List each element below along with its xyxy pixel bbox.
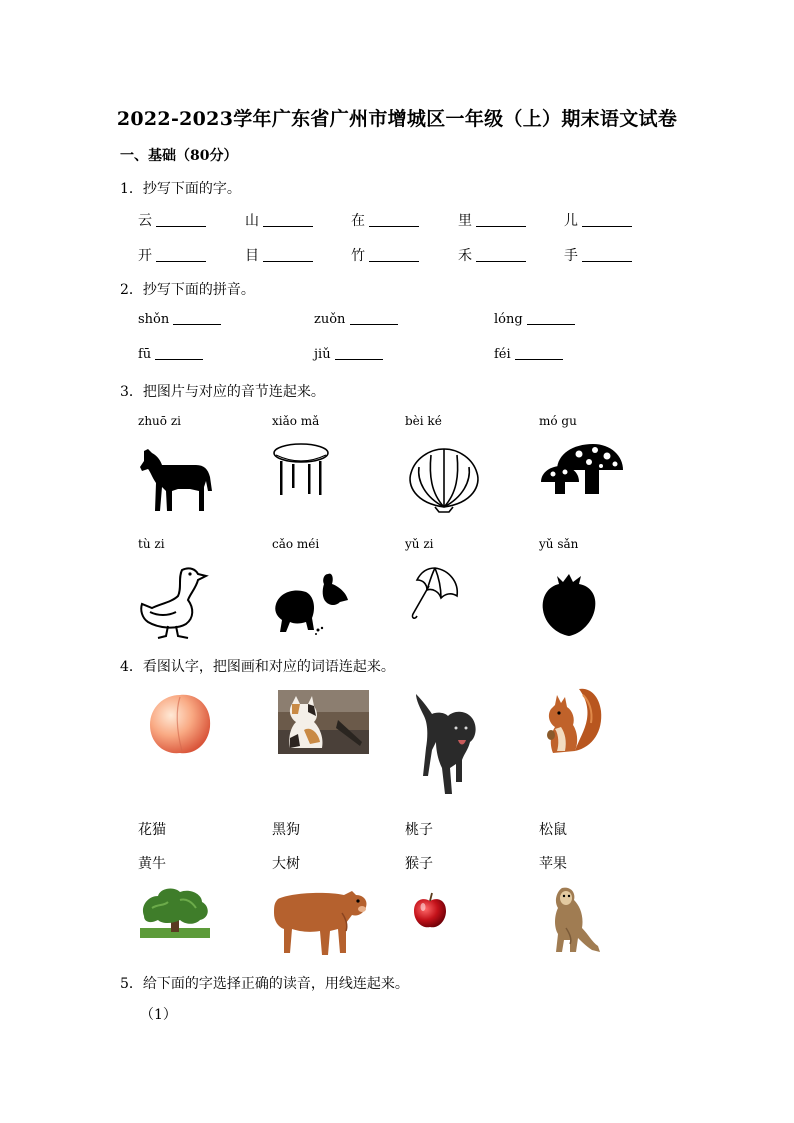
word-label: 黑狗 [272,822,300,838]
pinyin-label: mó gu [539,414,577,428]
word-label: 松鼠 [539,822,567,838]
copy-item [245,245,313,265]
write-blank[interactable] [263,261,313,262]
pinyin: jiǔ [314,347,331,362]
write-blank[interactable] [582,226,632,227]
write-blank[interactable] [350,324,398,325]
write-blank[interactable] [156,261,206,262]
write-blank[interactable] [263,226,313,227]
copy-item [351,210,419,230]
write-blank[interactable] [369,226,419,227]
copy-item [351,245,419,265]
apple-photo[interactable] [412,891,448,931]
question-2-prompt: 2．抄写下面的拼音。 [120,282,255,298]
write-blank[interactable] [369,261,419,262]
copy-item [564,245,632,265]
character: 云 [138,213,152,229]
copy-item [138,312,221,327]
pinyin-label: yǔ zi [405,537,434,551]
pinyin: fū [138,347,152,362]
copy-item [245,210,313,230]
write-blank[interactable] [155,359,203,360]
write-blank[interactable] [335,359,383,360]
copy-item [314,312,398,327]
pinyin-label: xiǎo mǎ [272,414,320,428]
copy-item [494,347,563,362]
shell-icon[interactable] [405,445,483,513]
copy-item [138,245,206,265]
copy-item [564,210,632,230]
pinyin: shǒn [138,312,170,327]
word-label: 大树 [272,856,300,872]
copy-pinyin-row-2 [138,347,638,367]
question-4-prompt: 4．看图认字，把图画和对应的词语连起来。 [120,659,395,675]
copy-pinyin-row-1 [138,312,638,332]
character: 里 [458,213,472,229]
question-1-prompt: 1．抄写下面的字。 [120,181,241,197]
sub-question-label: （1） [140,1007,177,1023]
copy-item [494,312,575,327]
write-blank[interactable] [476,226,526,227]
write-blank[interactable] [582,261,632,262]
character: 儿 [564,213,578,229]
pinyin-label: zhuō zi [138,414,181,428]
copy-characters-row-2 [138,245,698,265]
word-label: 苹果 [539,856,567,872]
page-title: 2022-2023学年广东省广州市增城区一年级（上）期末语文试卷 [116,108,678,130]
dog-photo[interactable] [414,690,480,796]
umbrella-icon[interactable] [405,564,461,622]
table-icon[interactable] [272,441,330,501]
character: 在 [351,213,365,229]
pinyin-label: tù zi [138,537,165,551]
write-blank[interactable] [476,261,526,262]
copy-item [314,347,383,362]
tree-photo[interactable] [140,886,210,938]
copy-item [138,210,206,230]
pinyin: lóng [494,312,523,327]
character: 目 [245,248,259,264]
horse-icon[interactable] [138,447,214,515]
character: 开 [138,248,152,264]
pinyin: féi [494,347,511,362]
rabbit-icon[interactable] [272,572,350,638]
squirrel-photo[interactable] [545,685,603,759]
character: 山 [245,213,259,229]
strawberry-icon[interactable] [539,572,599,640]
question-5-prompt: 5．给下面的字选择正确的读音，用线连起来。 [120,976,409,992]
cat-photo[interactable] [278,690,369,754]
monkey-photo[interactable] [540,884,604,956]
word-label: 猴子 [405,856,433,872]
pinyin-label: bèi ké [405,414,442,428]
pinyin-label: cǎo méi [272,537,320,551]
character: 手 [564,248,578,264]
write-blank[interactable] [173,324,221,325]
word-label: 黄牛 [138,856,166,872]
character: 禾 [458,248,472,264]
word-label: 花猫 [138,822,166,838]
character: 竹 [351,248,365,264]
peach-photo[interactable] [146,689,214,757]
pinyin-label: yǔ sǎn [539,537,579,551]
pinyin: zuǒn [314,312,346,327]
write-blank[interactable] [527,324,575,325]
word-label: 桃子 [405,822,433,838]
copy-item [458,210,526,230]
write-blank[interactable] [515,359,563,360]
goose-icon[interactable] [138,564,210,642]
question-3-prompt: 3．把图片与对应的音节连起来。 [120,384,325,400]
write-blank[interactable] [156,226,206,227]
cow-photo[interactable] [272,883,370,959]
section-heading: 一、基础（80分） [120,148,238,164]
copy-item [138,347,203,362]
copy-characters-row-1 [138,210,698,230]
copy-item [458,245,526,265]
mushroom-icon[interactable] [539,442,625,498]
